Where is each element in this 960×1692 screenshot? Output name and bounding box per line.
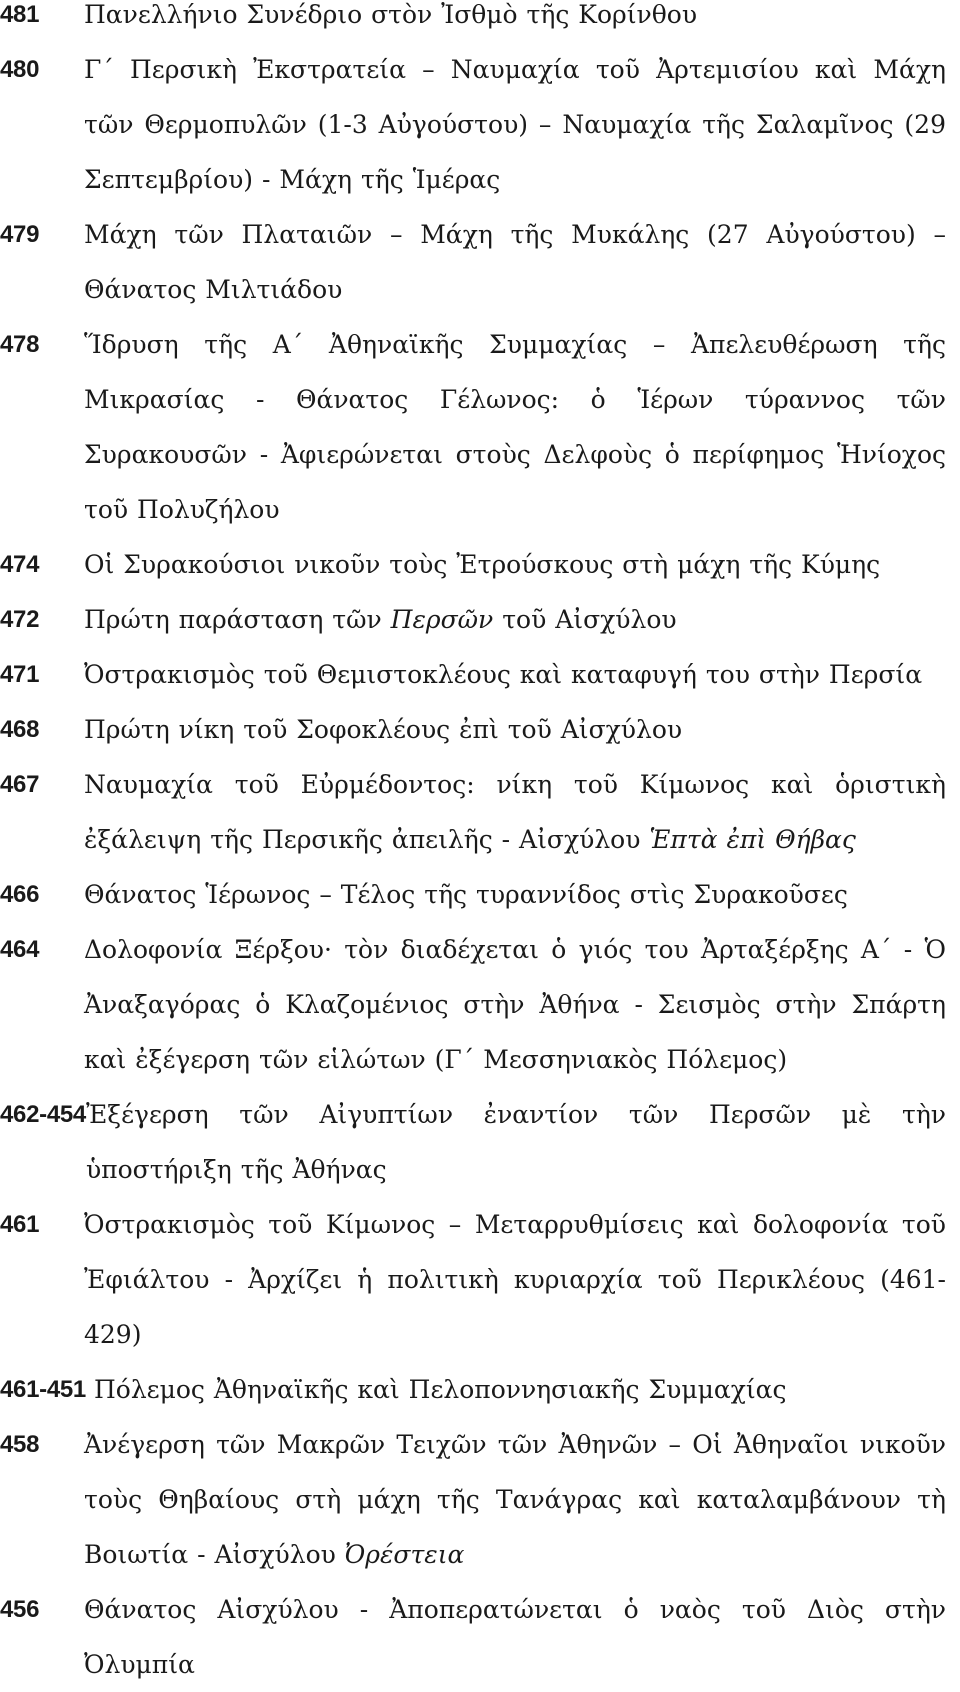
entry-text-segment: Πανελλήνιο Συνέδριο στὸν Ἰσθμὸ τῆς Κορίνθου [84,0,698,29]
entry-year: 472 [0,606,40,633]
entry-text-segment: Πόλεμος Ἀθηναϊκῆς καὶ Πελοποννησιακῆς Συμμαχίας [93,1375,787,1404]
entry-text-segment: τοῦ Αἰσχύλου [493,605,677,634]
chronology-entry [0,1197,946,1362]
entry-text-segment: Ὀστρακισμὸς τοῦ Κίμωνος – Μεταρρυθμίσεις καὶ δολοφονία τοῦ Ἐφιάλτου - Ἀρχίζει ἡ πολιτικὴ κυριαρχία τοῦ Περικλέους (461-429) [84,1210,946,1349]
chronology-entry [0,1582,946,1692]
entry-text [84,647,946,702]
chronology-entry [0,757,946,867]
entry-year: 467 [0,771,40,798]
entry-year: 462-454 [0,1101,86,1128]
chronology-entry [0,867,946,922]
entry-year: 480 [0,56,40,83]
entry-text-segment: Ἵδρυση τῆς Α΄ Ἀθηναϊκῆς Συμμαχίας – Ἀπελευθέρωση τῆς Μικρασίας - Θάνατος Γέλωνος: ὁ Ἱέρων τύραννος τῶν Συρακουσῶν - Ἀφιερώνεται στοὺς Δελφοὺς ὁ περίφημος Ἡνίοχος τοῦ Πολυζήλου [84,330,946,524]
entry-text-segment: Μάχη τῶν Πλαταιῶν – Μάχη τῆς Μυκάλης (27 Αὐγούστου) – Θάνατος Μιλτιάδου [84,220,946,304]
entry-text [84,0,946,42]
chronology-entry [0,42,946,207]
chronology-entry [0,317,946,537]
entry-text-segment: Ναυμαχία τοῦ Εὐρμέδοντος: νίκη τοῦ Κίμωνος καὶ ὁριστικὴ ἐξάλειψη τῆς Περσικῆς ἀπειλῆς - Αἰσχύλου [84,770,946,854]
chronology-entry [0,592,946,647]
entry-text-segment: Πρώτη νίκη τοῦ Σοφοκλέους ἐπὶ τοῦ Αἰσχύλου [84,715,683,744]
entry-year: 461 [0,1211,40,1238]
entry-text [84,207,946,317]
entry-text-segment: Πρώτη παράσταση τῶν [84,605,391,634]
entry-text [84,1417,946,1582]
entry-text-segment: Δολοφονία Ξέρξου· τὸν διαδέχεται ὁ γιός του Ἀρταξέρξης Α΄ - Ὁ Ἀναξαγόρας ὁ Κλαζομένιος στὴν Ἀθήνα - Σεισμὸς στὴν Σπάρτη καὶ ἐξέγερση τῶν εἱλώτων (Γ΄ Μεσσηνιακὸς Πόλεμος) [84,935,946,1074]
entry-text [84,1582,946,1692]
entry-text [84,1197,946,1362]
entry-text [84,537,946,592]
work-title: Ὀρέστεια [344,1540,465,1569]
entry-text [84,317,946,537]
entry-text [84,922,946,1087]
entry-text [84,867,946,922]
entry-text-segment: Γ΄ Περσικὴ Ἐκστρατεία – Ναυμαχία τοῦ Ἀρτεμισίου καὶ Μάχη τῶν Θερμοπυλῶν (1-3 Αὐγούστου) – Ναυμαχία τῆς Σαλαμῖνος (29 Σεπτεμβρίου) - Μάχη τῆς Ἱμέρας [84,55,946,194]
entry-text [84,702,946,757]
chronology-entry [0,647,946,702]
entry-year: 478 [0,331,40,358]
chronology-entry [0,1087,946,1197]
entry-text-segment: Οἱ Συρακούσιοι νικοῦν τοὺς Ἐτρούσκους στὴ μάχη τῆς Κύμης [84,550,881,579]
work-title: Περσῶν [390,605,494,634]
chronology-entry [0,1362,946,1417]
chronology-entry [0,702,946,757]
entry-year: 468 [0,716,40,743]
chronology-entry [0,0,946,42]
entry-year: 474 [0,551,40,578]
work-title: Ἑπτὰ ἐπὶ Θήβας [649,825,856,854]
entry-year: 481 [0,1,40,28]
entry-text-segment: Θάνατος Αἰσχύλου - Ἀποπερατώνεται ὁ ναὸς τοῦ Διὸς στὴν Ὀλυμπία [84,1595,946,1679]
entry-year: 456 [0,1596,40,1623]
entry-text-segment: Ὀστρακισμὸς τοῦ Θεμιστοκλέους καὶ καταφυγή του στὴν Περσία [84,660,923,689]
entry-text-segment: Ἐξέγερση τῶν Αἰγυπτίων ἐναντίον τῶν Περσῶν μὲ τὴν ὑποστήριξη τῆς Ἀθήνας [85,1100,946,1184]
entry-text-segment: Θάνατος Ἱέρωνος – Τέλος τῆς τυραννίδος στὶς Συρακοῦσες [84,880,848,909]
entry-year: 464 [0,936,40,963]
chronology-entry [0,537,946,592]
entry-text [86,1087,946,1197]
chronology-entry [0,922,946,1087]
entry-year: 479 [0,221,40,248]
entry-year: 461-451 [0,1376,86,1403]
entry-year: 471 [0,661,40,688]
entry-text [84,592,946,647]
entry-text [94,1362,946,1417]
entry-text-segment: Ἀνέγερση τῶν Μακρῶν Τειχῶν τῶν Ἀθηνῶν – Οἱ Ἀθηναῖοι νικοῦν τοὺς Θηβαίους στὴ μάχη τῆς Τανάγρας καὶ καταλαμβάνουν τὴ Βοιωτία - Αἰσχύλου [84,1430,946,1569]
chronology-entry [0,207,946,317]
entry-year: 458 [0,1431,40,1458]
entry-text [84,42,946,207]
chronology-entry [0,1417,946,1582]
entry-text [84,757,946,867]
entry-year: 466 [0,881,40,908]
